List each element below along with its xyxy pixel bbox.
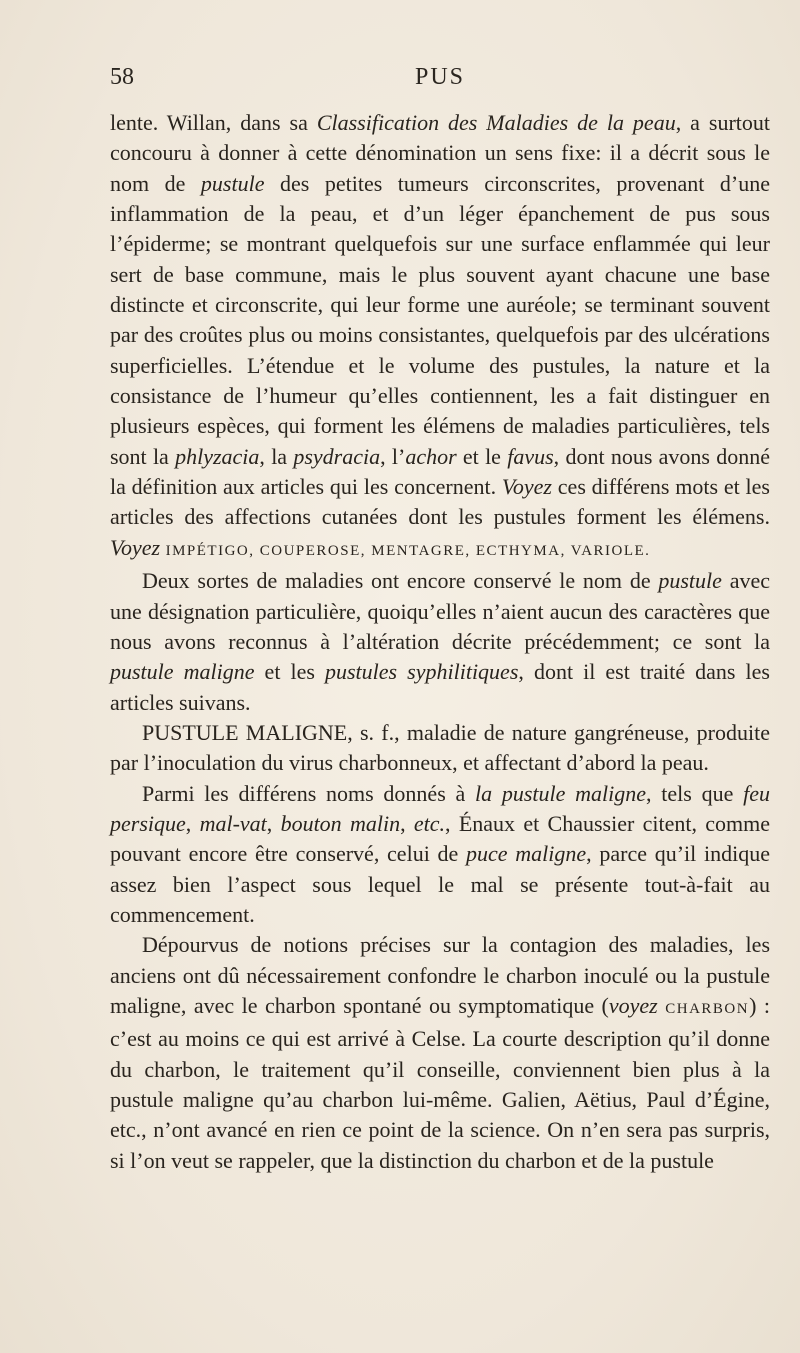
paragraph-anciens: Dépourvus de notions précises sur la contagion des maladies, les anciens ont dû nécessairement confondre le charbon inoculé ou la pustule maligne, avec le charbon spontané ou symptomatique (voyez CHARBON) : c’est au moins ce qui est arrivé à Celse. La courte description qu’il donne du charbon, le traitement qu’il conseille, conviennent bien plus à la pustule maligne qu’au charbon lui-même. Galien, Aëtius, Paul d’Égine, etc., n’ont avancé en rien ce point de la science. On n’en sera pas surpris, si l’on veut se rappeler, que la distinction du charbon et de la pustule bbox=[110, 932, 771, 1173]
paragraph-pustule-maligne-entry: PUSTULE MALIGNE, s. f., maladie de nature gangréneuse, produite par l’inoculation du virus charbonneux, et affectant d’abord la peau. bbox=[110, 719, 770, 776]
page-header bbox=[110, 64, 770, 104]
page-number: 58 bbox=[110, 64, 134, 90]
paragraph-continuation: lente. Willan, dans sa Classification des Maladies de la peau, a surtout concouru à donner à cette dénomination un sens fixe: il a décrit sous le nom de pustule des petites tumeurs circonscrites, provenant d’une inflammation de la peau, et d’un léger épanchement de pus sous l’épiderme; se montrant quelquefois sur une surface enflammée qui leur sert de base commune, mais le plus souvent ayant chacune une base distincte et circonscrite, qui leur forme une auréole; se terminant souvent par des croûtes plus ou moins consistantes, quelquefois par des ulcérations superficielles. L’étendue et le volume des pustules, la nature et la consistance de l’humeur qu’elles contiennent, les a fait distinguer en plusieurs espèces, qui forment les élémens de maladies particulières, tels sont la phlyzacia, la psydracia, l’achor et le favus, dont nous avons donné la définition aux articles qui les concernent. Voyez ces différens mots et les articles des affections cutanées dont les pustules forment les élémens. Voyez IMPÉTIGO, COUPEROSE, MENTAGRE, ECTHYMA, VARIOLE. bbox=[110, 110, 770, 560]
paragraph-two-maladies: Deux sortes de maladies ont encore conservé le nom de pustule avec une désignation particulière, quoiqu’elles n’aient aucun des caractères que nous avons reconnus à l’altération décrite précédemment; ce sont la pustule maligne et les pustules syphilitiques, dont il est traité dans les articles suivans. bbox=[110, 568, 770, 715]
body-text bbox=[110, 108, 770, 1176]
paragraph-names: Parmi les différens noms donnés à la pustule maligne, tels que feu persique, mal-vat, bouton malin, etc., Énaux et Chaussier citent, comme pouvant encore être conservé, celui de puce maligne, parce qu’il indique assez bien l’aspect sous lequel le mal se présente tout-à-fait au commencement. bbox=[110, 780, 770, 927]
running-title: PUS bbox=[414, 64, 466, 90]
